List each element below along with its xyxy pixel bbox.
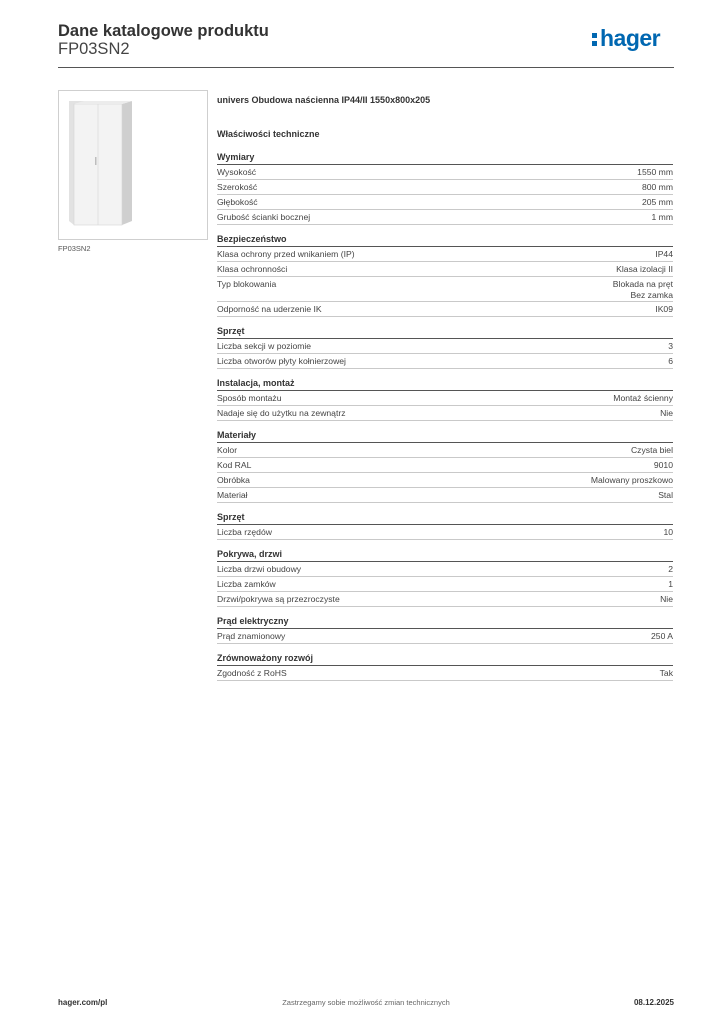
spec-row [217, 406, 673, 421]
spec-label: Prąd znamionowy [217, 631, 286, 641]
spec-value: Stal [658, 490, 673, 500]
spec-value: 205 mm [641, 197, 673, 207]
spec-row [217, 339, 673, 354]
spec-label: Nadaje się do użytku na zewnątrz [217, 408, 346, 418]
spec-section [217, 429, 673, 503]
spec-value-line: Bez zamka [630, 290, 673, 300]
spec-value: 3 [668, 341, 673, 351]
spec-row [217, 165, 673, 180]
spec-value: 1 mm [651, 212, 673, 222]
spec-value: 800 mm [641, 182, 673, 192]
section-heading: Bezpieczeństwo [217, 233, 673, 247]
section-heading: Materiały [217, 429, 673, 443]
spec-row [217, 247, 673, 262]
product-code: FP03SN2 [58, 40, 130, 58]
spec-value: 10 [663, 527, 673, 537]
spec-label: Liczba rzędów [217, 527, 272, 537]
spec-row [217, 195, 673, 210]
spec-label: Kolor [217, 445, 238, 455]
image-caption: FP03SN2 [58, 244, 91, 253]
spec-row [217, 443, 673, 458]
spec-row [217, 629, 673, 644]
document-title: Dane katalogowe produktu [58, 22, 269, 40]
spec-label: Odporność na uderzenie IK [217, 304, 322, 314]
spec-row [217, 666, 673, 681]
spec-row [217, 577, 673, 592]
spec-row [217, 562, 673, 577]
section-heading: Zrównoważony rozwój [217, 652, 673, 666]
spec-value: Nie [660, 594, 673, 604]
spec-value [613, 279, 673, 301]
spec-row [217, 354, 673, 369]
spec-value: IP44 [655, 249, 673, 259]
enclosure-illustration [59, 91, 207, 239]
spec-section [217, 652, 673, 681]
spec-value: 2 [668, 564, 673, 574]
spec-row [217, 458, 673, 473]
section-heading: Pokrywa, drzwi [217, 548, 673, 562]
spec-section [217, 233, 673, 317]
spec-label: Typ blokowania [217, 279, 277, 289]
spec-value: 6 [668, 356, 673, 366]
spec-label: Liczba zamków [217, 579, 276, 589]
spec-label: Klasa ochronności [217, 264, 288, 274]
spec-label: Klasa ochrony przed wnikaniem (IP) [217, 249, 355, 259]
spec-label: Liczba sekcji w poziomie [217, 341, 312, 351]
section-heading: Instalacja, montaż [217, 377, 673, 391]
spec-row [217, 592, 673, 607]
section-heading: Sprzęt [217, 511, 673, 525]
spec-section [217, 548, 673, 607]
section-heading: Prąd elektryczny [217, 615, 673, 629]
spec-value: Nie [660, 408, 673, 418]
product-image [58, 90, 208, 240]
spec-label: Wysokość [217, 167, 257, 177]
footer-date: 08.12.2025 [633, 998, 674, 1007]
spec-value: IK09 [655, 304, 673, 314]
product-name: univers Obudowa naścienna IP44/II 1550x800x205 [217, 95, 431, 105]
spec-row [217, 525, 673, 540]
spec-section [217, 325, 673, 369]
section-heading: Sprzęt [217, 325, 673, 339]
spec-row [217, 180, 673, 195]
spec-label: Szerokość [217, 182, 258, 192]
spec-value: Klasa izolacji II [616, 264, 673, 274]
spec-row [217, 391, 673, 406]
spec-label: Kod RAL [217, 460, 252, 470]
page-footer [58, 998, 674, 1010]
spec-value: 9010 [653, 460, 673, 470]
spec-value: Czysta biel [630, 445, 673, 455]
footer-website[interactable]: hager.com/pl [58, 998, 108, 1007]
spec-sections [217, 151, 673, 681]
spec-value: 250 A [651, 631, 673, 641]
spec-value-line: Blokada na pręt [612, 279, 673, 289]
spec-content [217, 95, 673, 681]
header-divider [58, 67, 674, 68]
spec-section [217, 377, 673, 421]
spec-value: Malowany proszkowo [590, 475, 673, 485]
spec-label: Liczba otworów płyty kołnierzowej [217, 356, 346, 366]
spec-label: Zgodność z RoHS [217, 668, 287, 678]
spec-value: Montaż ścienny [613, 393, 673, 403]
spec-section [217, 151, 673, 225]
spec-value: Tak [659, 668, 673, 678]
page-header [58, 20, 674, 66]
spec-label: Sposób montażu [217, 393, 282, 403]
spec-label: Grubość ścianki bocznej [217, 212, 311, 222]
svg-text:hager: hager [600, 25, 661, 51]
spec-label: Materiał [217, 490, 248, 500]
spec-row [217, 210, 673, 225]
spec-section [217, 511, 673, 540]
spec-label: Liczba drzwi obudowy [217, 564, 302, 574]
spec-label: Drzwi/pokrywa są przezroczyste [217, 594, 340, 604]
spec-section [217, 615, 673, 644]
spec-row [217, 302, 673, 317]
spec-label: Głębokość [217, 197, 258, 207]
spec-label: Obróbka [217, 475, 250, 485]
footer-disclaimer: Zastrzegamy sobie możliwość zmian technicznych [282, 998, 450, 1007]
spec-row [217, 262, 673, 277]
hager-logo [590, 24, 672, 54]
section-heading: Wymiary [217, 151, 673, 165]
spec-row [217, 473, 673, 488]
technical-properties-heading: Właściwości techniczne [217, 129, 320, 139]
spec-row [217, 277, 673, 302]
spec-value: 1 [668, 579, 673, 589]
spec-value: 1550 mm [637, 167, 673, 177]
spec-row [217, 488, 673, 503]
